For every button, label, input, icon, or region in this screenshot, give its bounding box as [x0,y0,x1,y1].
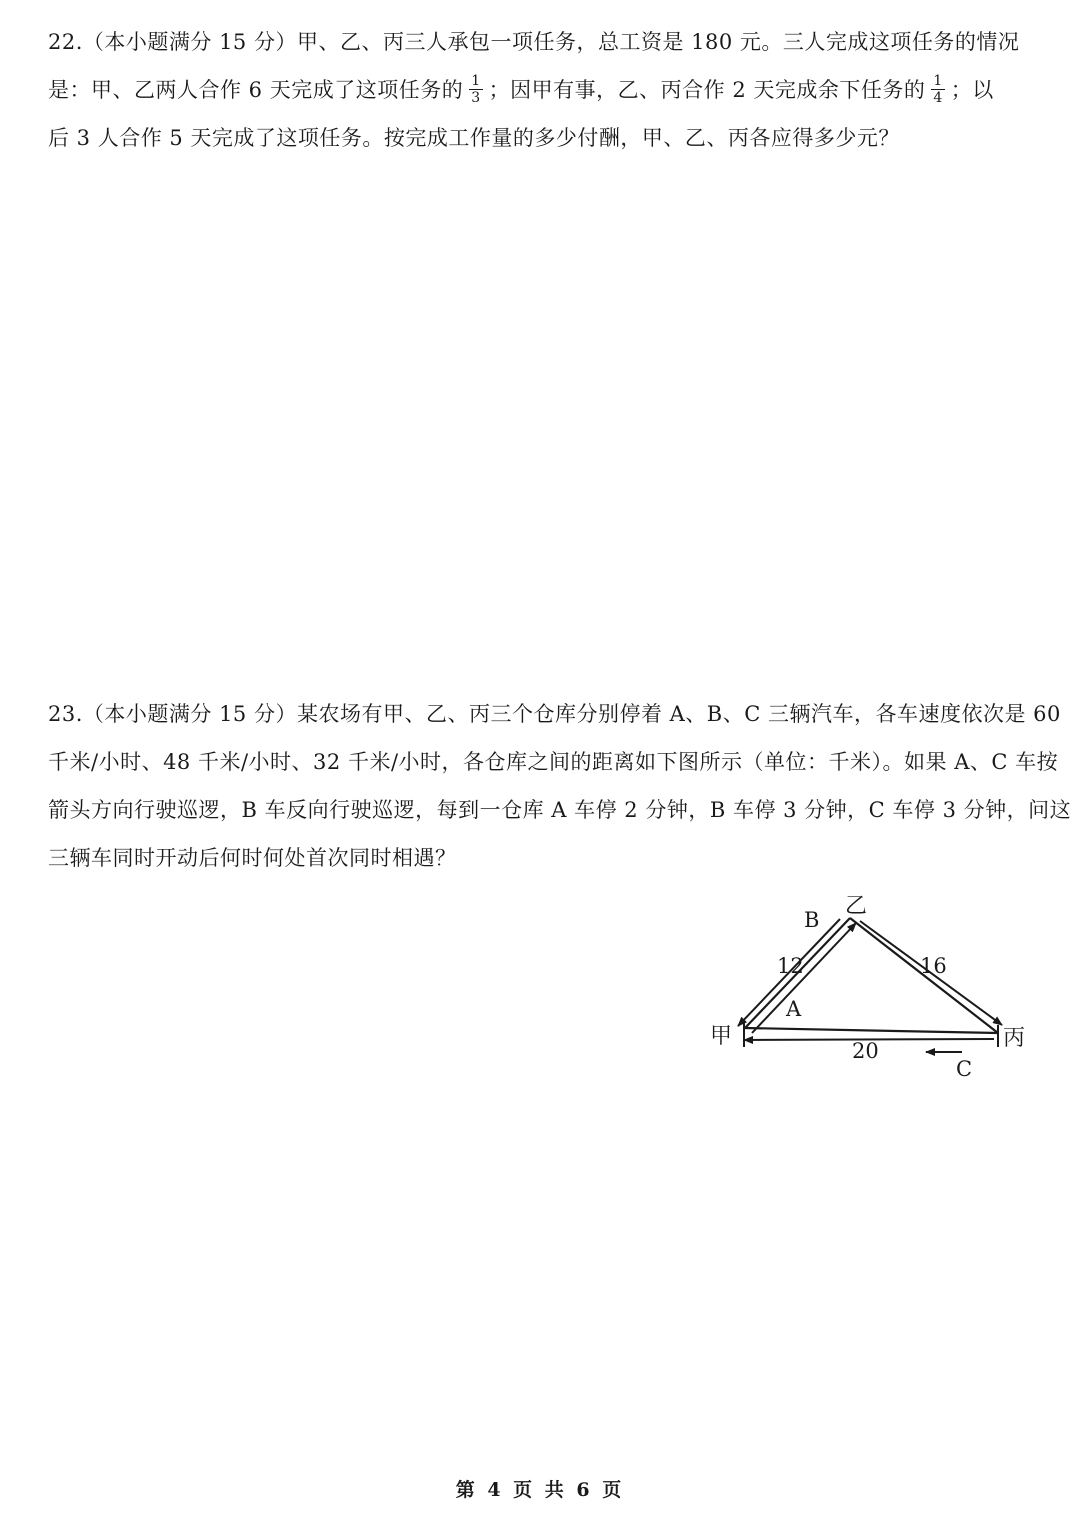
arrow-a-path [752,923,856,1033]
q22-line-1: 22.（本小题满分 15 分）甲、乙、丙三人承包一项任务，总工资是 180 元。三人完成这项任务的情况 [48,30,1020,54]
label-distance-jia-bing: 20 [852,1039,879,1063]
label-distance-jia-yi: 12 [777,954,804,978]
label-car-b: B [804,908,820,932]
label-car-a: A [786,997,802,1021]
q23-line-2: 千米/小时、48 千米/小时、32 千米/小时，各仓库之间的距离如下图所示（单位：千米）。如果 A、C 车按 [48,750,1059,774]
fraction-denominator: 3 [471,90,481,106]
label-vertex-jia: 甲 [710,1024,733,1049]
q23-line-3: 箭头方向行驶巡逻，B 车反向行驶巡逻，每到一仓库 A 车停 2 分钟，B 车停 3 分钟，C 车停 3 分钟，问这 [48,798,1072,822]
page-footer: 第 4 页 共 6 页 [455,1479,625,1501]
label-distance-yi-bing: 16 [920,954,947,978]
q22-line-2-part-c: ；以 [950,78,994,102]
q22-line-2-part-b: ；因甲有事，乙、丙合作 2 天完成余下任务的 [488,78,926,102]
q23-line-1: 23.（本小题满分 15 分）某农场有甲、乙、丙三个仓库分别停着 A、B、C 三辆汽车，各车速度依次是 60 [48,702,1061,726]
q22-line-3: 后 3 人合作 5 天完成了这项任务。按完成工作量的多少付酬，甲、乙、丙各应得多少元？ [48,126,900,150]
edge-jia-bing [745,1028,998,1033]
fraction-one-third [469,73,482,106]
question-22 [48,18,1038,162]
fraction-one-quarter [931,73,944,106]
fraction-numerator: 1 [933,73,943,89]
q23-line-4: 三辆车同时开动后何时何处首次同时相遇？ [48,846,457,870]
label-vertex-yi: 乙 [845,894,868,919]
q22-line-2 [48,66,1038,114]
fraction-denominator: 4 [933,90,943,106]
label-car-c: C [956,1057,973,1081]
fraction-numerator: 1 [471,73,481,89]
question-23 [48,690,1072,882]
triangle-svg [700,885,1050,1085]
q22-line-2-part-a: 是：甲、乙两人合作 6 天完成了这项任务的 [48,78,464,102]
warehouse-triangle-diagram [700,885,1050,1085]
label-vertex-bing: 丙 [1003,1026,1026,1051]
